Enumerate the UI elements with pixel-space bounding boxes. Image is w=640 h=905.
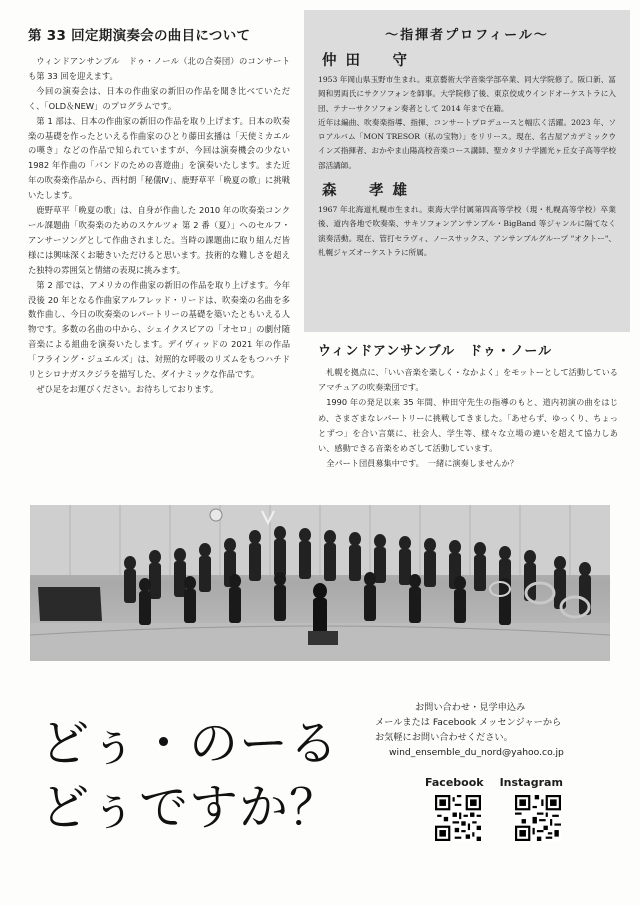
band-photo-illustration [30,505,610,661]
ensemble-section [304,340,630,471]
ensemble-title: ウィンドアンサンブル ドゥ・ノール [318,344,553,359]
ensemble-paragraph: 全パート団員募集中です。 一緒に演奏しませんか？ [326,458,518,469]
concert-info-paragraph: 今回の演奏会は、日本の作曲家の新旧の作品を聞き比べていただく、「OLD＆NEW」のプログラムです。 [28,85,290,111]
contact-title: お問い合わせ・見学申込み [415,702,526,713]
concert-info-paragraph: ウィンドアンサンブル ドゥ・ノール（北の合奏団）のコンサートも第 33 回を迎えます。 [28,56,290,81]
contact-line: お気軽にお問い合わせください。 [375,732,513,743]
conductor-bio: 近年は編曲、吹奏楽指導、指揮、コンサートプロデュースと幅広く活躍。2023 年、ソロアルバム「MON TRESOR（私の宝物）」をリリース。現在、名古屋アカデミックウインズ指揮者、おかやま山陽高校音楽コース講師、聖カタリナ学園光ヶ丘女子高等学校部活講師。 [318,117,616,170]
catchphrase-line-1: どぅ・のーる [40,715,340,772]
conductor-bio: 1967 年北海道札幌市生まれ。東海大学付属第四高等学校（現・札幌高等学校）卒業後、道内各地で吹奏楽、サキソフォンアンサンブル・BigBand 等ジャンルに隔てなく演奏活動。現在、管打セラヴィ、ノースサックス、アンサンブルグループ "オクトー"、札幌ジャズオーケストラに所属。 [318,205,616,257]
instagram-label: Instagram [499,776,563,789]
concert-info-section [28,24,290,397]
conductor-nakata [318,49,616,173]
conductor-bio: 1953 年岡山県玉野市生まれ。東京藝術大学音楽学部卒業、同大学院修了。阪口新、冨岡和男両氏にサクソフォンを師事。大学院修了後、東京佼成ウインドオーケストラに入団、テナーサクソフォン奏者として 2014 年まで在籍。 [318,75,616,113]
facebook-label: Facebook [425,776,484,789]
contact-email-link[interactable]: wind_ensemble_du_nord@yahoo.co.jp [389,747,564,758]
conductor-profile-box [304,10,630,332]
conductor-name: 森 孝雄 [322,182,416,200]
ensemble-paragraph: 1990 年の発足以来 35 年間、仲田守先生の指導のもと、道内初演の曲をはじめ、さまざまなレパートリーに挑戦してきました。「あせらず、ゆっくり、ちょっとずつ」を合い言葉に、社会人、学生等、様々な立場の違いを超えて協力しあい、感動できる音楽をめざして活動しています。 [318,397,618,454]
concert-info-paragraph: 鹿野草平「晩夏の歌」は、自身が作曲した 2010 年の吹奏楽コンクール課題曲「吹奏楽のためのスケルツォ 第 2 番（夏）」へのセルフ・アンサーソングとして作曲されました。当時の課題曲に取り組んだ皆様には興味深くお聴きいただけると思います。技術的な難しさを超えた独特の雰囲気と情緒の表現に挑みます。 [28,205,290,275]
ensemble-paragraph: 札幌を拠点に、「いい音楽を楽しく・なかよく」をモットーとして活動しているアマチュアの吹奏楽団です。 [318,367,618,393]
facebook-qr-code-icon[interactable] [435,795,481,841]
contact-line: メールまたは Facebook メッセンジャーから [375,717,562,728]
concert-info-paragraph: ぜひ足をお運びください。お待ちしております。 [36,383,219,394]
catchphrase [40,712,339,840]
concert-info-paragraph: 第 1 部は、日本の作曲家の新旧の作品を取り上げます。日本の吹奏楽の基礎を作ったといえる作曲家のひとり藤田玄播は「天使ミカエルの嘆き」などの作品で知られていますが、今回は演奏機会の少ない 1982 年作曲の「バンドのための喜遊曲」を演奏いたします。また近年の吹奏楽作品から、西村朗「秘儀Ⅳ」、鹿野草平「晩夏の歌」に挑戦いたします。 [28,115,290,201]
concert-info-paragraph: 第 2 部では、アメリカの作曲家の新旧の作品を取り上げます。今年没後 20 年となる作曲家アルフレッド・リードは、吹奏楽の名曲を多数作曲し、今日の吹奏楽のレパートリーの基礎を築いたともいえる人物です。多数の名曲の中から、シェイクスピアの「オセロ」の劇付随音楽による組曲を演奏いたします。デイヴィッドの 2021 年の作品「フライング・ジュエルズ」は、対照的な呼吸のリズムをもつハチドリとシロナガスクジラを描写した、ダイナミックな作品です。 [28,279,290,380]
conductor-mori [318,179,616,260]
grand-piano [38,587,102,621]
concert-info-title: 第 33 回定期演奏会の曲目について [28,28,251,44]
social-section [425,776,625,841]
conductor-name: 仲田 守 [322,52,416,69]
contact-section [375,700,615,760]
band-group-photo [30,505,610,661]
catchphrase-line-2: どぅですか？ [40,779,340,836]
conductor-profile-heading: 〜指揮者プロフィール〜 [385,28,549,43]
instagram-qr-code-icon[interactable] [515,795,561,841]
